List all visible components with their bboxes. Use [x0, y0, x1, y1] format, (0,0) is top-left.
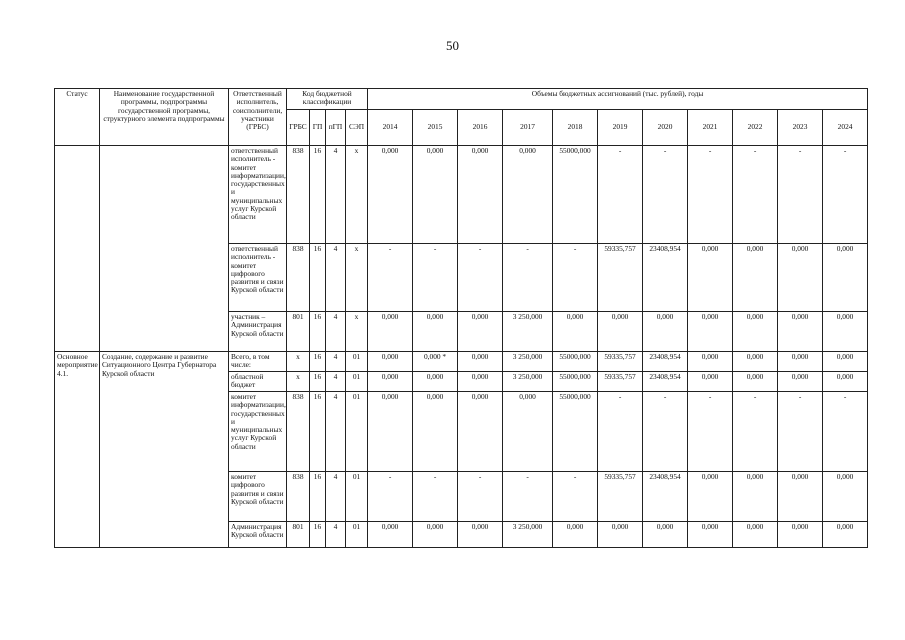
value-cell: 0,000 — [688, 372, 733, 392]
code-cell: х — [287, 372, 310, 392]
value-cell: 0,000 — [823, 372, 868, 392]
value-cell: 0,000 — [643, 312, 688, 352]
value-cell: 0,000 — [553, 312, 598, 352]
value-cell: 0,000 — [368, 312, 413, 352]
code-cell: 838 — [287, 146, 310, 244]
value-cell: - — [598, 146, 643, 244]
value-cell: - — [553, 244, 598, 312]
value-cell: 0,000 — [688, 472, 733, 522]
value-cell: 0,000 — [368, 392, 413, 472]
value-cell: 0,000 — [688, 244, 733, 312]
value-cell: 0,000 — [458, 372, 503, 392]
code-cell: 01 — [346, 352, 368, 372]
header-row-1 — [55, 89, 868, 110]
value-cell: - — [733, 392, 778, 472]
value-cell: 0,000 — [778, 472, 823, 522]
executor-cell: участник – Администрация Курской области — [229, 312, 287, 352]
header-year: 2016 — [458, 110, 503, 146]
executor-cell: ответственный исполнитель - комитет цифрового развития и связи Курской области — [229, 244, 287, 312]
value-cell: 55000,000 — [553, 372, 598, 392]
executor-cell: ответственный исполнитель - комитет информатизации, государственных и муниципальных услуг Курской области — [229, 146, 287, 244]
executor-cell: Всего, в том числе: — [229, 352, 287, 372]
value-cell: 23408,954 — [643, 372, 688, 392]
value-cell: 55000,000 — [553, 392, 598, 472]
header-year: 2024 — [823, 110, 868, 146]
value-cell: - — [458, 472, 503, 522]
value-cell: - — [598, 392, 643, 472]
value-cell: 0,000 — [733, 472, 778, 522]
value-cell: 0,000 — [778, 244, 823, 312]
value-cell: 0,000 — [733, 312, 778, 352]
value-cell: 0,000 — [688, 522, 733, 548]
value-cell: 0,000 — [413, 146, 458, 244]
table-row — [55, 352, 868, 372]
value-cell: 0,000 — [413, 312, 458, 352]
value-cell: 23408,954 — [643, 472, 688, 522]
value-cell: 3 250,000 — [503, 312, 553, 352]
value-cell: 0,000 — [823, 522, 868, 548]
value-cell: - — [823, 146, 868, 244]
value-cell: 0,000 — [778, 372, 823, 392]
code-cell: 4 — [326, 522, 346, 548]
header-executor: Ответственный исполнитель, соисполнители, участники (ГРБС) — [229, 89, 287, 146]
value-cell: - — [688, 146, 733, 244]
header-year: 2017 — [503, 110, 553, 146]
value-cell: 0,000 — [368, 522, 413, 548]
header-year: 2014 — [368, 110, 413, 146]
value-cell: 0,000 — [458, 312, 503, 352]
value-cell: 0,000 — [368, 352, 413, 372]
code-cell: 4 — [326, 244, 346, 312]
value-cell: 23408,954 — [643, 352, 688, 372]
value-cell: - — [413, 472, 458, 522]
header-year: 2020 — [643, 110, 688, 146]
value-cell: - — [553, 472, 598, 522]
value-cell: 0,000 — [458, 522, 503, 548]
value-cell: 0,000 — [778, 522, 823, 548]
value-cell: 0,000 — [733, 244, 778, 312]
value-cell: 0,000 — [733, 372, 778, 392]
value-cell: 0,000 — [823, 312, 868, 352]
value-cell: 0,000 — [503, 146, 553, 244]
value-cell: - — [368, 244, 413, 312]
code-cell: 4 — [326, 146, 346, 244]
value-cell: 3 250,000 — [503, 372, 553, 392]
value-cell: 0,000 — [458, 352, 503, 372]
header-code-sep: СЭП — [346, 110, 368, 146]
value-cell: 59335,757 — [598, 372, 643, 392]
value-cell: 55000,000 — [553, 146, 598, 244]
value-cell: 0,000 — [503, 392, 553, 472]
code-cell: 838 — [287, 392, 310, 472]
name-cell — [100, 146, 229, 352]
header-year: 2023 — [778, 110, 823, 146]
value-cell: - — [368, 472, 413, 522]
status-cell — [55, 146, 100, 352]
code-cell: 01 — [346, 372, 368, 392]
value-cell: - — [643, 146, 688, 244]
value-cell: 0,000 — [778, 312, 823, 352]
value-cell: - — [778, 392, 823, 472]
budget-table — [54, 88, 868, 548]
value-cell: - — [778, 146, 823, 244]
value-cell: 0,000 — [368, 146, 413, 244]
executor-cell: областной бюджет — [229, 372, 287, 392]
value-cell: 0,000 — [823, 352, 868, 372]
value-cell: - — [823, 392, 868, 472]
code-cell: 801 — [287, 522, 310, 548]
value-cell: 0,000 — [598, 312, 643, 352]
value-cell: 0,000 — [643, 522, 688, 548]
code-cell: 16 — [310, 472, 326, 522]
header-year: 2022 — [733, 110, 778, 146]
value-cell: - — [733, 146, 778, 244]
value-cell: 59335,757 — [598, 352, 643, 372]
header-year: 2018 — [553, 110, 598, 146]
value-cell: 0,000 — [458, 392, 503, 472]
header-code-grbs: ГРБС — [287, 110, 310, 146]
value-cell: 55000,000 — [553, 352, 598, 372]
table-row — [55, 146, 868, 244]
name-cell: Создание, содержание и развитие Ситуационного Центра Губернатора Курской области — [100, 352, 229, 548]
code-cell: 01 — [346, 522, 368, 548]
code-cell: 01 — [346, 472, 368, 522]
code-cell: 16 — [310, 244, 326, 312]
value-cell: 0,000 — [598, 522, 643, 548]
value-cell: - — [503, 472, 553, 522]
value-cell: 3 250,000 — [503, 522, 553, 548]
code-cell: 838 — [287, 244, 310, 312]
code-cell: 16 — [310, 352, 326, 372]
code-cell: 16 — [310, 146, 326, 244]
value-cell: - — [503, 244, 553, 312]
value-cell: 59335,757 — [598, 244, 643, 312]
header-year: 2019 — [598, 110, 643, 146]
value-cell: - — [413, 244, 458, 312]
code-cell: 4 — [326, 352, 346, 372]
value-cell: 0,000 — [413, 522, 458, 548]
value-cell: 0,000 — [733, 522, 778, 548]
executor-cell: комитет цифрового развития и связи Курской области — [229, 472, 287, 522]
value-cell: 0,000 — [688, 312, 733, 352]
header-name: Наименование государственной программы, подпрограммы государственной программы, структурного элемента подпрограммы — [100, 89, 229, 146]
code-cell: 801 — [287, 312, 310, 352]
header-year: 2021 — [688, 110, 733, 146]
code-cell: х — [346, 146, 368, 244]
header-status: Статус — [55, 89, 100, 146]
value-cell: - — [458, 244, 503, 312]
value-cell: 0,000 — [823, 472, 868, 522]
code-cell: 4 — [326, 392, 346, 472]
code-cell: х — [287, 352, 310, 372]
value-cell: 0,000 — [823, 244, 868, 312]
value-cell: 0,000 — [413, 392, 458, 472]
code-cell: 838 — [287, 472, 310, 522]
value-cell: 0,000 — [553, 522, 598, 548]
value-cell: 0,000 — [413, 372, 458, 392]
value-cell: - — [643, 392, 688, 472]
header-year: 2015 — [413, 110, 458, 146]
code-cell: х — [346, 244, 368, 312]
header-code: Код бюджетной классификации — [287, 89, 368, 110]
value-cell: 0,000 — [688, 352, 733, 372]
value-cell: 0,000 — [733, 352, 778, 372]
value-cell: 0,000 — [368, 372, 413, 392]
header-code-pgp: пГП — [326, 110, 346, 146]
executor-cell: комитет информатизации, государственных и муниципальных услуг Курской области — [229, 392, 287, 472]
code-cell: 16 — [310, 312, 326, 352]
code-cell: 16 — [310, 522, 326, 548]
executor-cell: Администрация Курской области — [229, 522, 287, 548]
code-cell: 01 — [346, 392, 368, 472]
value-cell: - — [688, 392, 733, 472]
value-cell: 0,000 — [458, 146, 503, 244]
value-cell: 59335,757 — [598, 472, 643, 522]
code-cell: 4 — [326, 472, 346, 522]
code-cell: 4 — [326, 312, 346, 352]
header-volumes: Объемы бюджетных ассигнований (тыс. рублей), годы — [368, 89, 868, 110]
value-cell: 0,000 * — [413, 352, 458, 372]
value-cell: 23408,954 — [643, 244, 688, 312]
code-cell: 16 — [310, 372, 326, 392]
code-cell: х — [346, 312, 368, 352]
code-cell: 4 — [326, 372, 346, 392]
value-cell: 0,000 — [778, 352, 823, 372]
header-code-gp: ГП — [310, 110, 326, 146]
value-cell: 3 250,000 — [503, 352, 553, 372]
page-number: 50 — [446, 38, 459, 53]
status-cell: Основное мероприятие 4.1. — [55, 352, 100, 548]
code-cell: 16 — [310, 392, 326, 472]
